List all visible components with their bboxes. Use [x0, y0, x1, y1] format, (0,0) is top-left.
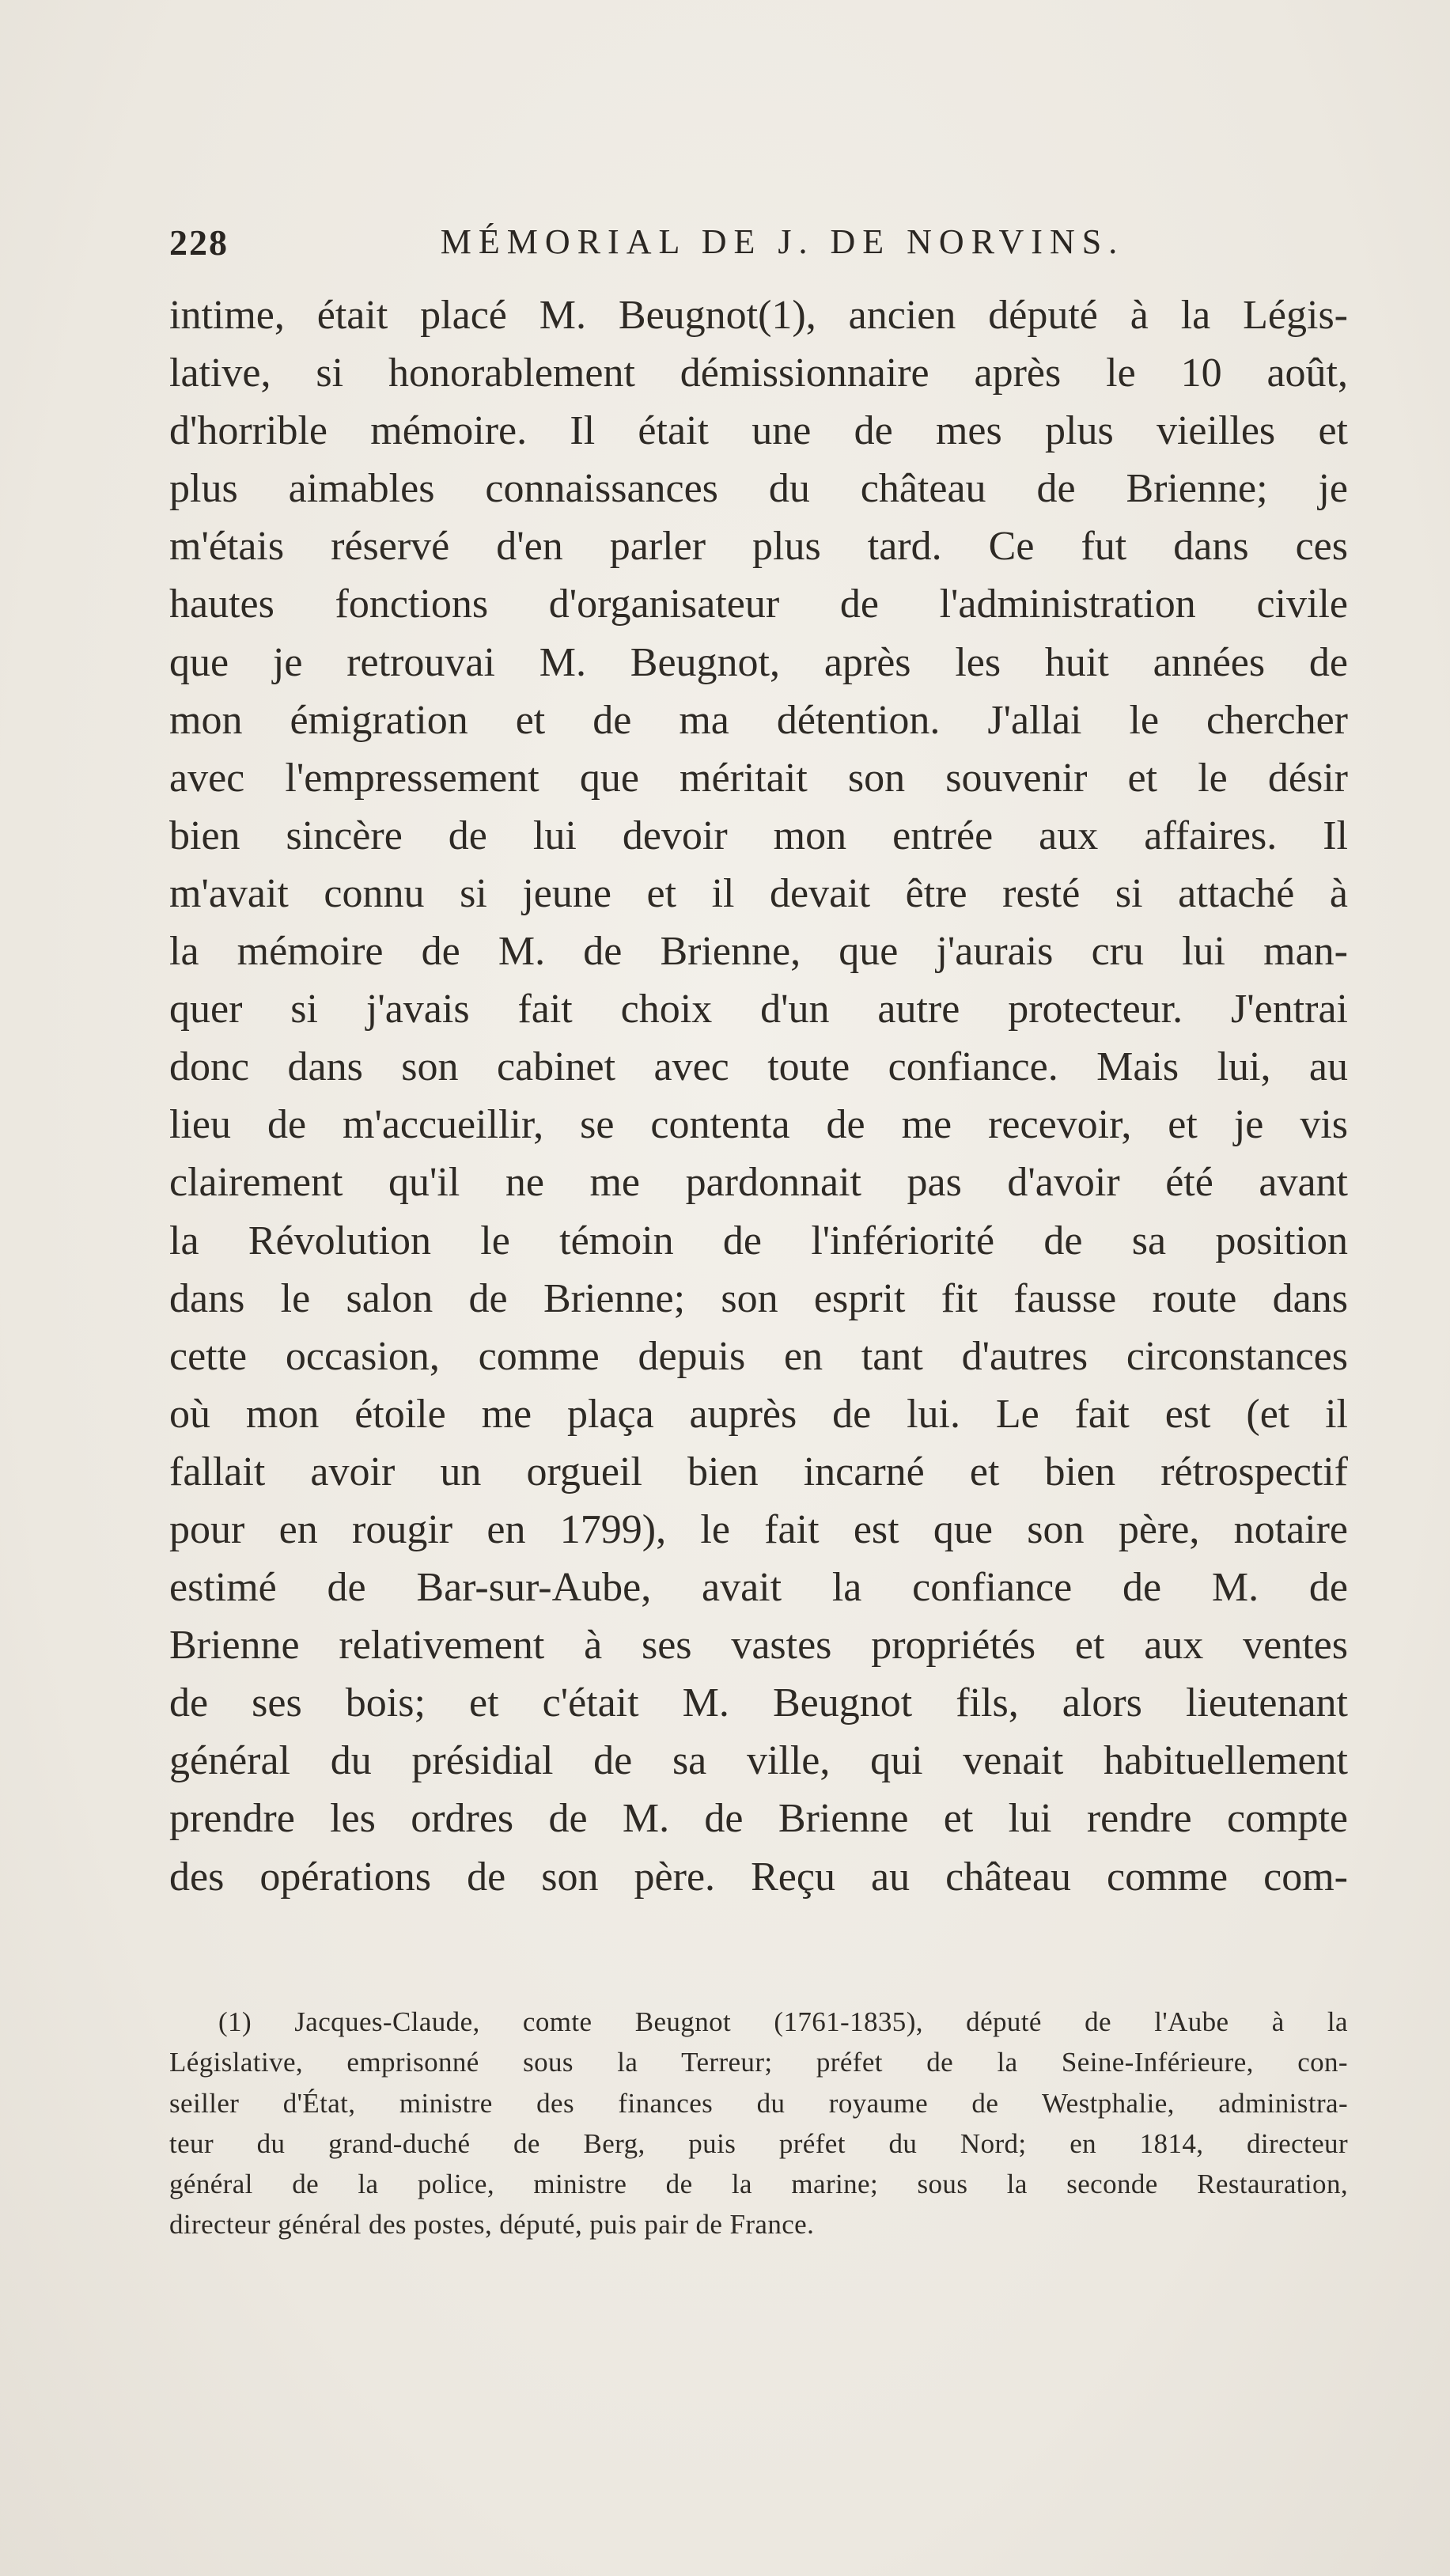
body-line: quer si j'avais fait choix d'un autre protecteur. J'entrai — [169, 987, 1348, 1032]
body-text — [169, 286, 1348, 1906]
footnotes — [169, 2002, 1348, 2245]
body-line: des opérations de son père. Reçu au château comme com- — [169, 1854, 1348, 1900]
body-line: où mon étoile me plaça auprès de lui. Le fait est (et il — [169, 1391, 1348, 1437]
footnote-line: Législative, emprisonné sous la Terreur; préfet de la Seine-Inférieure, con- — [169, 2047, 1348, 2078]
body-line: lieu de m'accueillir, se contenta de me recevoir, et je vis — [169, 1102, 1348, 1148]
body-line: général du présidial de sa ville, qui venait habituellement — [169, 1738, 1348, 1784]
body-line: m'avait connu si jeune et il devait être resté si attaché à — [169, 870, 1348, 916]
body-line: cette occasion, comme depuis en tant d'autres circonstances — [169, 1333, 1348, 1379]
footnote-line: général de la police, ministre de la marine; sous la seconde Restauration, — [169, 2169, 1348, 2200]
body-line: de ses bois; et c'était M. Beugnot fils, alors lieutenant — [169, 1680, 1348, 1726]
body-line: prendre les ordres de M. de Brienne et lui rendre compte — [169, 1796, 1348, 1842]
body-line: pour en rougir en 1799), le fait est que son père, notaire — [169, 1506, 1348, 1552]
page-header — [169, 207, 1348, 263]
footnote-line: teur du grand-duché de Berg, puis préfet du Nord; en 1814, directeur — [169, 2127, 1348, 2159]
body-line: lative, si honorablement démissionnaire après le 10 août, — [169, 350, 1348, 396]
body-line: d'horrible mémoire. Il était une de mes plus vieilles et — [169, 408, 1348, 454]
body-line: m'étais réservé d'en parler plus tard. Ce fut dans ces — [169, 524, 1348, 570]
body-line: avec l'empressement que méritait son souvenir et le désir — [169, 755, 1348, 801]
body-line: mon émigration et de ma détention. J'allai le chercher — [169, 697, 1348, 743]
body-line: la Révolution le témoin de l'infériorité de sa position — [169, 1218, 1348, 1263]
page-number: 228 — [169, 222, 229, 263]
body-line: clairement qu'il ne me pardonnait pas d'avoir été avant — [169, 1160, 1348, 1206]
footnote-line: seiller d'État, ministre des finances du royaume de Westphalie, administra- — [169, 2087, 1348, 2119]
body-line: Brienne relativement à ses vastes propriétés et aux ventes — [169, 1623, 1348, 1669]
body-line: fallait avoir un orgueil bien incarné et bien rétrospectif — [169, 1449, 1348, 1494]
body-line: que je retrouvai M. Beugnot, après les huit années de — [169, 639, 1348, 685]
body-line: estimé de Bar-sur-Aube, avait la confiance de M. de — [169, 1565, 1348, 1611]
body-line: intime, était placé M. Beugnot(1), ancien député à la Légis- — [169, 293, 1348, 338]
body-line: plus aimables connaissances du château de Brienne; je — [169, 466, 1348, 512]
body-line: hautes fonctions d'organisateur de l'administration civile — [169, 581, 1348, 627]
footnote-line: directeur général des postes, député, puis pair de France. — [169, 2209, 815, 2241]
footnote-line: (1) Jacques-Claude, comte Beugnot (1761-1835), député de l'Aube à la — [218, 2006, 1348, 2037]
body-line: donc dans son cabinet avec toute confiance. Mais lui, au — [169, 1044, 1348, 1090]
body-line: dans le salon de Brienne; son esprit fit fausse route dans — [169, 1275, 1348, 1321]
body-line: bien sincère de lui devoir mon entrée aux affaires. Il — [169, 813, 1348, 858]
running-head: MÉMORIAL DE J. DE NORVINS. — [440, 222, 1125, 261]
body-line: la mémoire de M. de Brienne, que j'aurais cru lui man- — [169, 929, 1348, 975]
